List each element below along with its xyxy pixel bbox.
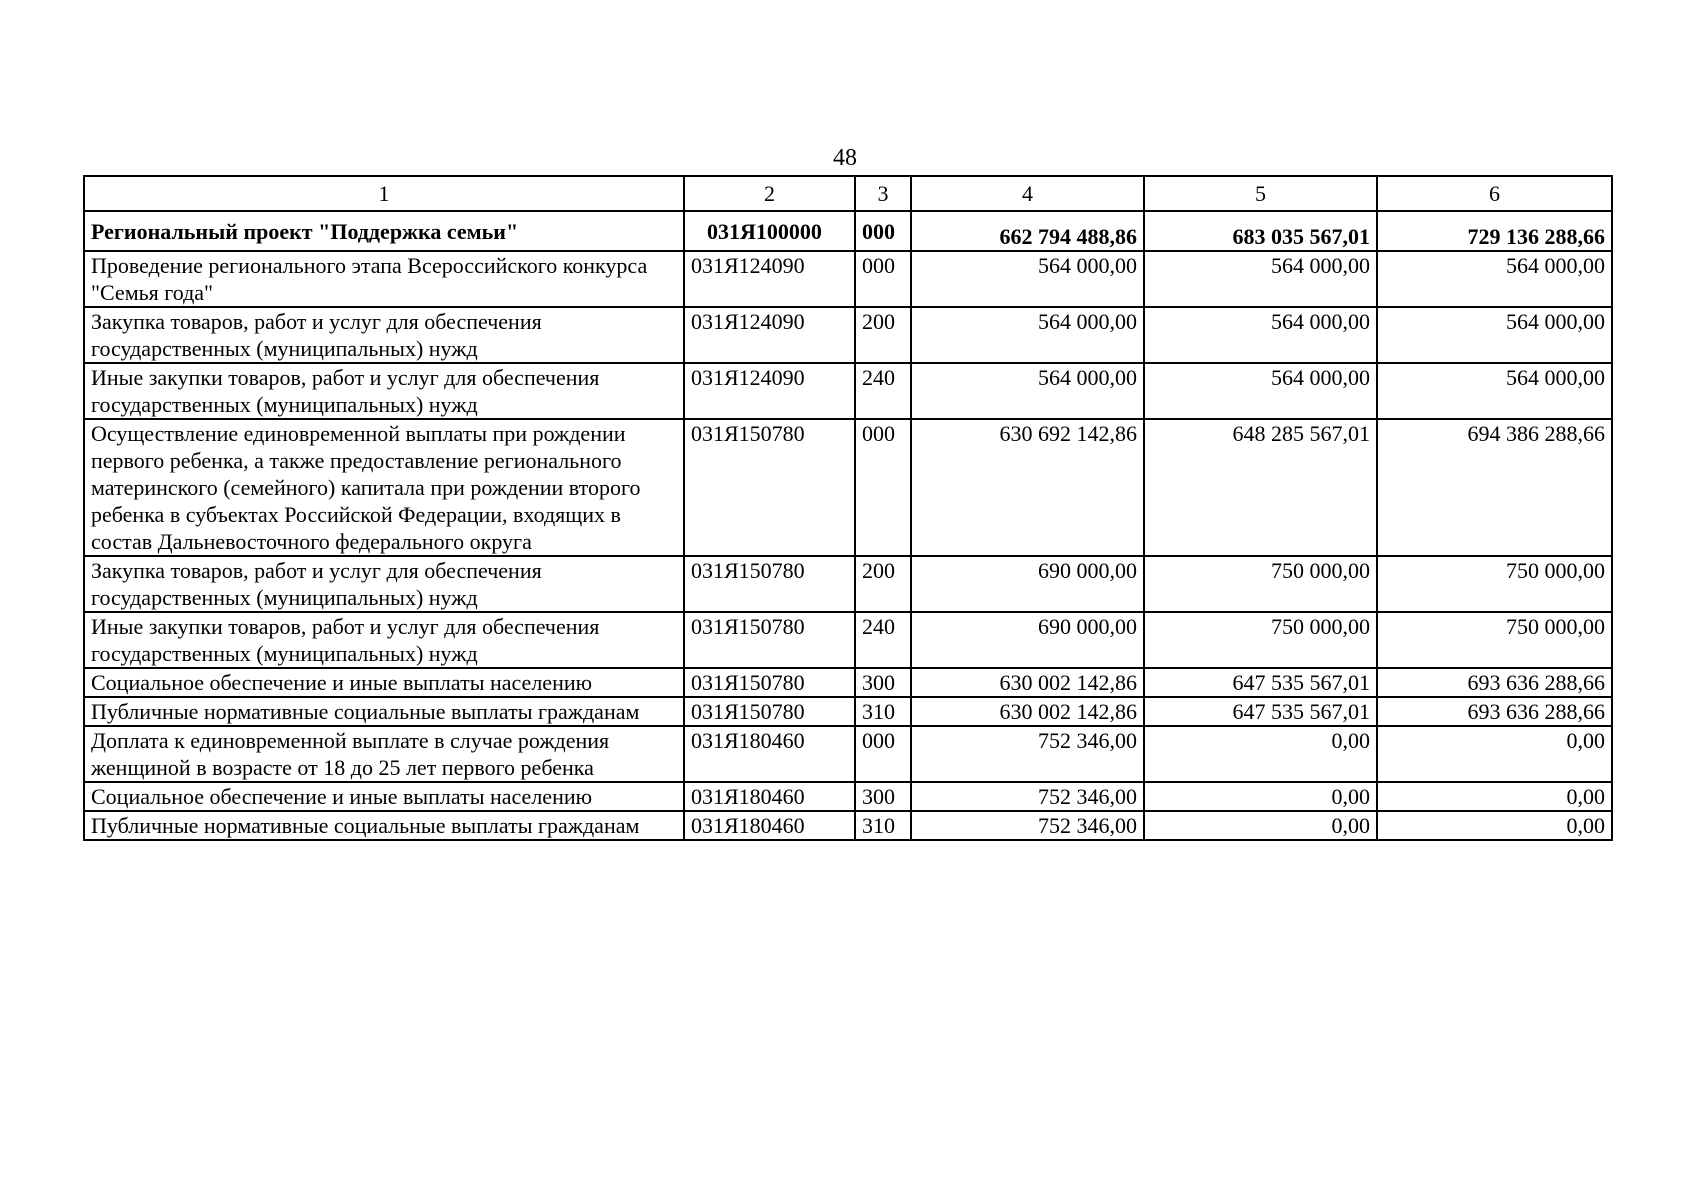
row-amount-col5: 750 000,00 (1144, 556, 1377, 612)
row-code: 031Я100000 (684, 211, 855, 251)
column-header: 1 (84, 176, 684, 211)
row-type: 300 (855, 782, 911, 811)
row-name: Региональный проект "Поддержка семьи" (84, 211, 684, 251)
row-amount-col5: 564 000,00 (1144, 363, 1377, 419)
row-type: 000 (855, 251, 911, 307)
row-amount-col4: 752 346,00 (911, 726, 1144, 782)
row-amount-col6: 0,00 (1377, 782, 1612, 811)
row-amount-col4: 690 000,00 (911, 556, 1144, 612)
row-name: Доплата к единовременной выплате в случае рождения женщиной в возрасте от 18 до 25 лет первого ребенка (84, 726, 684, 782)
column-header: 3 (855, 176, 911, 211)
row-amount-col6: 0,00 (1377, 811, 1612, 840)
row-amount-col5: 564 000,00 (1144, 307, 1377, 363)
row-amount-col6: 693 636 288,66 (1377, 697, 1612, 726)
row-amount-col4: 662 794 488,86 (911, 211, 1144, 251)
row-amount-col5: 750 000,00 (1144, 612, 1377, 668)
row-amount-col5: 648 285 567,01 (1144, 419, 1377, 556)
row-amount-col6: 694 386 288,66 (1377, 419, 1612, 556)
row-code: 031Я124090 (684, 251, 855, 307)
row-type: 000 (855, 211, 911, 251)
row-amount-col6: 750 000,00 (1377, 556, 1612, 612)
row-type: 310 (855, 811, 911, 840)
row-name: Закупка товаров, работ и услуг для обеспечения государственных (муниципальных) нужд (84, 307, 684, 363)
row-type: 000 (855, 726, 911, 782)
row-amount-col6: 564 000,00 (1377, 363, 1612, 419)
row-amount-col4: 752 346,00 (911, 782, 1144, 811)
row-type: 310 (855, 697, 911, 726)
table-row (84, 697, 1612, 726)
row-name: Проведение регионального этапа Всероссийского конкурса "Семья года" (84, 251, 684, 307)
table-row (84, 726, 1612, 782)
table-row (84, 668, 1612, 697)
row-code: 031Я180460 (684, 726, 855, 782)
row-type: 240 (855, 612, 911, 668)
row-name: Социальное обеспечение и иные выплаты населению (84, 668, 684, 697)
row-amount-col5: 0,00 (1144, 811, 1377, 840)
table-header-row (84, 176, 1612, 211)
row-name: Закупка товаров, работ и услуг для обеспечения государственных (муниципальных) нужд (84, 556, 684, 612)
row-code: 031Я150780 (684, 556, 855, 612)
row-code: 031Я150780 (684, 419, 855, 556)
row-amount-col5: 683 035 567,01 (1144, 211, 1377, 251)
row-amount-col4: 630 692 142,86 (911, 419, 1144, 556)
row-amount-col5: 564 000,00 (1144, 251, 1377, 307)
table-row (84, 251, 1612, 307)
table-row (84, 307, 1612, 363)
row-amount-col6: 564 000,00 (1377, 251, 1612, 307)
row-name: Социальное обеспечение и иные выплаты населению (84, 782, 684, 811)
row-amount-col5: 0,00 (1144, 726, 1377, 782)
column-header: 4 (911, 176, 1144, 211)
table-row (84, 556, 1612, 612)
row-amount-col5: 0,00 (1144, 782, 1377, 811)
row-name: Осуществление единовременной выплаты при рождении первого ребенка, а также предоставление регионального материнского (семейного) капитала при рождении второго ребенка в субъектах Российской Федерации, входящих в состав Дальневосточного федерального округа (84, 419, 684, 556)
table-row (84, 782, 1612, 811)
row-amount-col4: 690 000,00 (911, 612, 1144, 668)
row-name: Публичные нормативные социальные выплаты гражданам (84, 811, 684, 840)
row-amount-col6: 750 000,00 (1377, 612, 1612, 668)
row-amount-col4: 564 000,00 (911, 363, 1144, 419)
table-row (84, 363, 1612, 419)
row-code: 031Я150780 (684, 697, 855, 726)
row-amount-col6: 564 000,00 (1377, 307, 1612, 363)
row-type: 200 (855, 556, 911, 612)
column-header: 5 (1144, 176, 1377, 211)
row-type: 240 (855, 363, 911, 419)
row-amount-col6: 693 636 288,66 (1377, 668, 1612, 697)
page-number: 48 (833, 145, 857, 171)
table-row (84, 811, 1612, 840)
row-amount-col4: 630 002 142,86 (911, 697, 1144, 726)
row-amount-col4: 564 000,00 (911, 251, 1144, 307)
row-name: Иные закупки товаров, работ и услуг для обеспечения государственных (муниципальных) нужд (84, 612, 684, 668)
budget-table (83, 175, 1613, 841)
row-code: 031Я150780 (684, 612, 855, 668)
row-code: 031Я150780 (684, 668, 855, 697)
row-amount-col5: 647 535 567,01 (1144, 697, 1377, 726)
row-amount-col4: 630 002 142,86 (911, 668, 1144, 697)
table-row (84, 612, 1612, 668)
row-amount-col4: 752 346,00 (911, 811, 1144, 840)
row-amount-col4: 564 000,00 (911, 307, 1144, 363)
row-type: 300 (855, 668, 911, 697)
row-code: 031Я180460 (684, 782, 855, 811)
row-type: 000 (855, 419, 911, 556)
table-row (84, 211, 1612, 251)
table-row (84, 419, 1612, 556)
row-name: Публичные нормативные социальные выплаты гражданам (84, 697, 684, 726)
row-type: 200 (855, 307, 911, 363)
row-amount-col6: 0,00 (1377, 726, 1612, 782)
column-header: 6 (1377, 176, 1612, 211)
row-code: 031Я124090 (684, 363, 855, 419)
column-header: 2 (684, 176, 855, 211)
row-code: 031Я180460 (684, 811, 855, 840)
row-amount-col6: 729 136 288,66 (1377, 211, 1612, 251)
row-amount-col5: 647 535 567,01 (1144, 668, 1377, 697)
row-code: 031Я124090 (684, 307, 855, 363)
row-name: Иные закупки товаров, работ и услуг для обеспечения государственных (муниципальных) нужд (84, 363, 684, 419)
